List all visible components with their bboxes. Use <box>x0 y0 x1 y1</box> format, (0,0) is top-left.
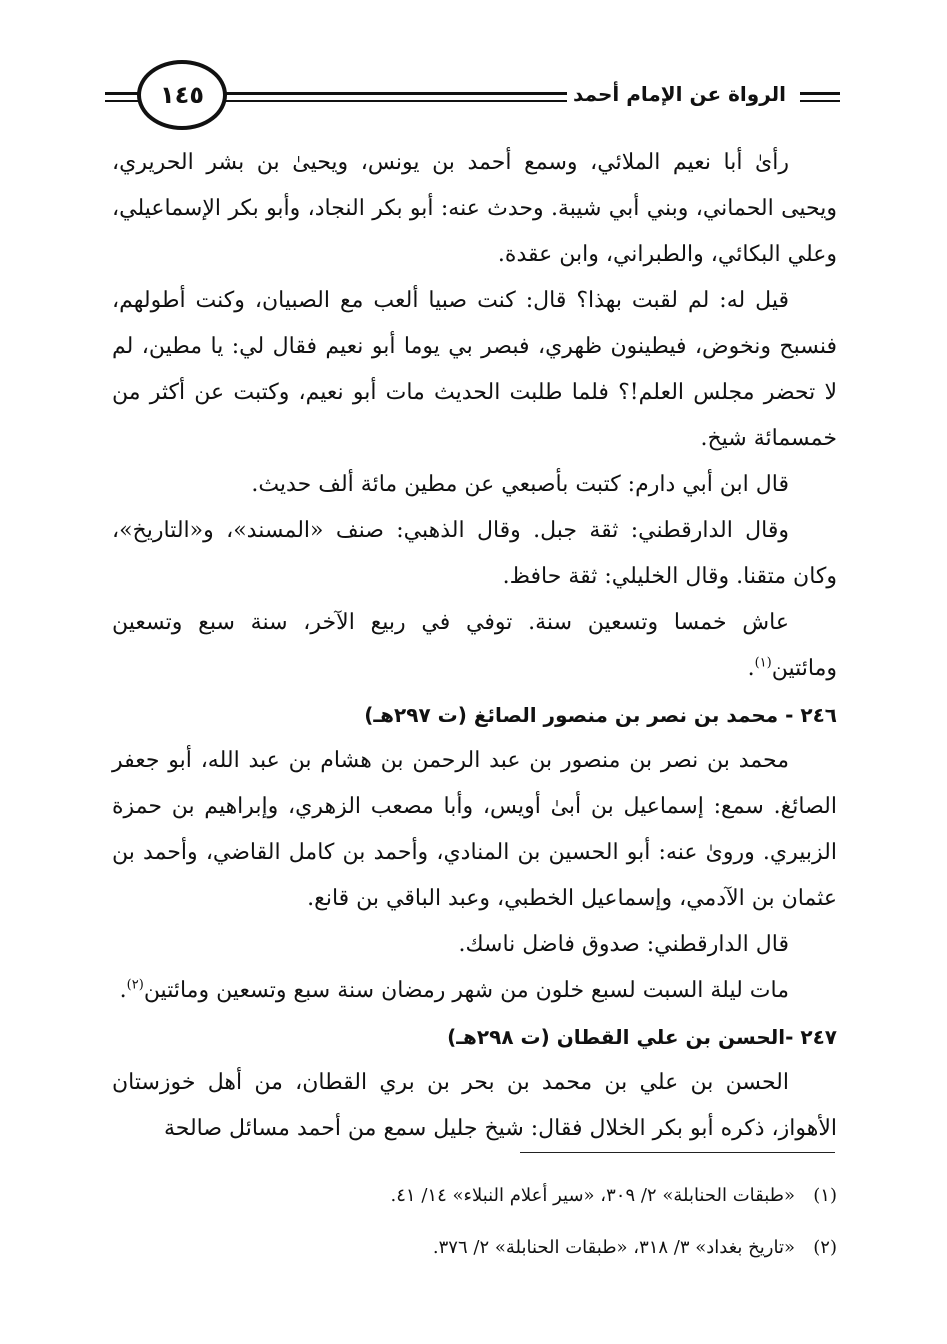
period: . <box>747 656 755 681</box>
paragraph: محمد بن نصر بن منصور بن عبد الرحمن بن هشام بن عبد الله، أبو جعفر الصائغ. سمع: إسماعيل بن أبىٰ أويس، وأبا مصعب الزهري، وإبراهيم بن حمزة الزبيري. وروىٰ عنه: أبو الحسين بن المنادي، وأحمد بن كامل القاضي، وأحمد بن عثمان بن الآدمي، وإسماعيل الخطبي، وعبد الباقي بن قانع. <box>112 748 837 911</box>
footnote-ref: (١) <box>754 655 772 671</box>
header-title: الرواة عن الإمام أحمد <box>567 82 792 106</box>
running-header <box>105 60 840 138</box>
footnote <box>112 1222 837 1274</box>
paragraph: الحسن بن علي بن محمد بن بحر بن بري القطان، من أهل خوزستان الأهواز، ذكره أبو بكر الخلال فقال: شيخ جليل سمع من أحمد مسائل صالحة <box>112 1070 837 1141</box>
header-rule <box>175 92 580 95</box>
header-rule <box>175 100 580 102</box>
page-number-badge <box>137 60 227 130</box>
period: . <box>119 978 127 1003</box>
paragraph: وقال الدارقطني: ثقة جبل. وقال الذهبي: صنف «المسند»، و«التاريخ»، وكان متقنا. وقال الخليلي: ثقة حافظ. <box>112 518 837 589</box>
footnote-number: (٢) <box>813 1237 837 1258</box>
paragraph-text: عاش خمسا وتسعين سنة. توفي في ربيع الآخر، سنة سبع وتسعين ومائتين <box>112 610 837 681</box>
footnote-text: «تاريخ بغداد» ٣/ ٣١٨، «طبقات الحنابلة» ٢/ ٣٧٦. <box>432 1237 795 1258</box>
footnote-separator <box>520 1152 835 1153</box>
paragraph: قال الدارقطني: صدوق فاضل ناسك. <box>458 932 789 957</box>
paragraph <box>112 600 837 692</box>
footnote-ref: (٢) <box>126 977 144 993</box>
footnote-text: «طبقات الحنابلة» ٢/ ٣٠٩، «سير أعلام النبلاء» ١٤/ ٤١. <box>390 1185 795 1206</box>
paragraph: قال ابن أبي دارم: كتبت بأصبعي عن مطين مائة ألف حديث. <box>251 472 789 497</box>
body-text <box>112 140 837 1152</box>
footnote-number: (١) <box>813 1185 837 1206</box>
paragraph <box>112 968 837 1014</box>
paragraph: قيل له: لم لقبت بهذا؟ قال: كنت صبيا ألعب مع الصبيان، وكنت أطولهم، فنسبح ونخوض، فيطينون ظهري، فبصر بي يوما أبو نعيم فقال لي: يا مطين، لم لا تحضر مجلس العلم!؟ فلما طلبت الحديث مات أبو نعيم، وكتبت عن أكثر من خمسمائة شيخ. <box>112 288 837 451</box>
footnotes <box>112 1170 837 1274</box>
entry-title-247: ٢٤٧ -الحسن بن علي القطان (ت ٢٩٨هـ) <box>447 1025 837 1049</box>
page-number: ١٤٥ <box>160 81 204 109</box>
paragraph-text: مات ليلة السبت لسبع خلون من شهر رمضان سنة سبع وتسعين ومائتين <box>143 978 789 1003</box>
paragraph: رأىٰ أبا نعيم الملائي، وسمع أحمد بن يونس، ويحيىٰ بن بشر الحريري، ويحيى الحماني، وبني أبي شيبة. وحدث عنه: أبو بكر النجاد، وأبو بكر الإسماعيلي، وعلي البكائي، والطبراني، وابن عقدة. <box>112 150 837 267</box>
header-rule <box>800 92 840 95</box>
header-rule <box>800 100 840 102</box>
footnote <box>112 1170 837 1222</box>
entry-title-246: ٢٤٦ - محمد بن نصر بن منصور الصائغ (ت ٢٩٧هـ) <box>364 703 837 727</box>
